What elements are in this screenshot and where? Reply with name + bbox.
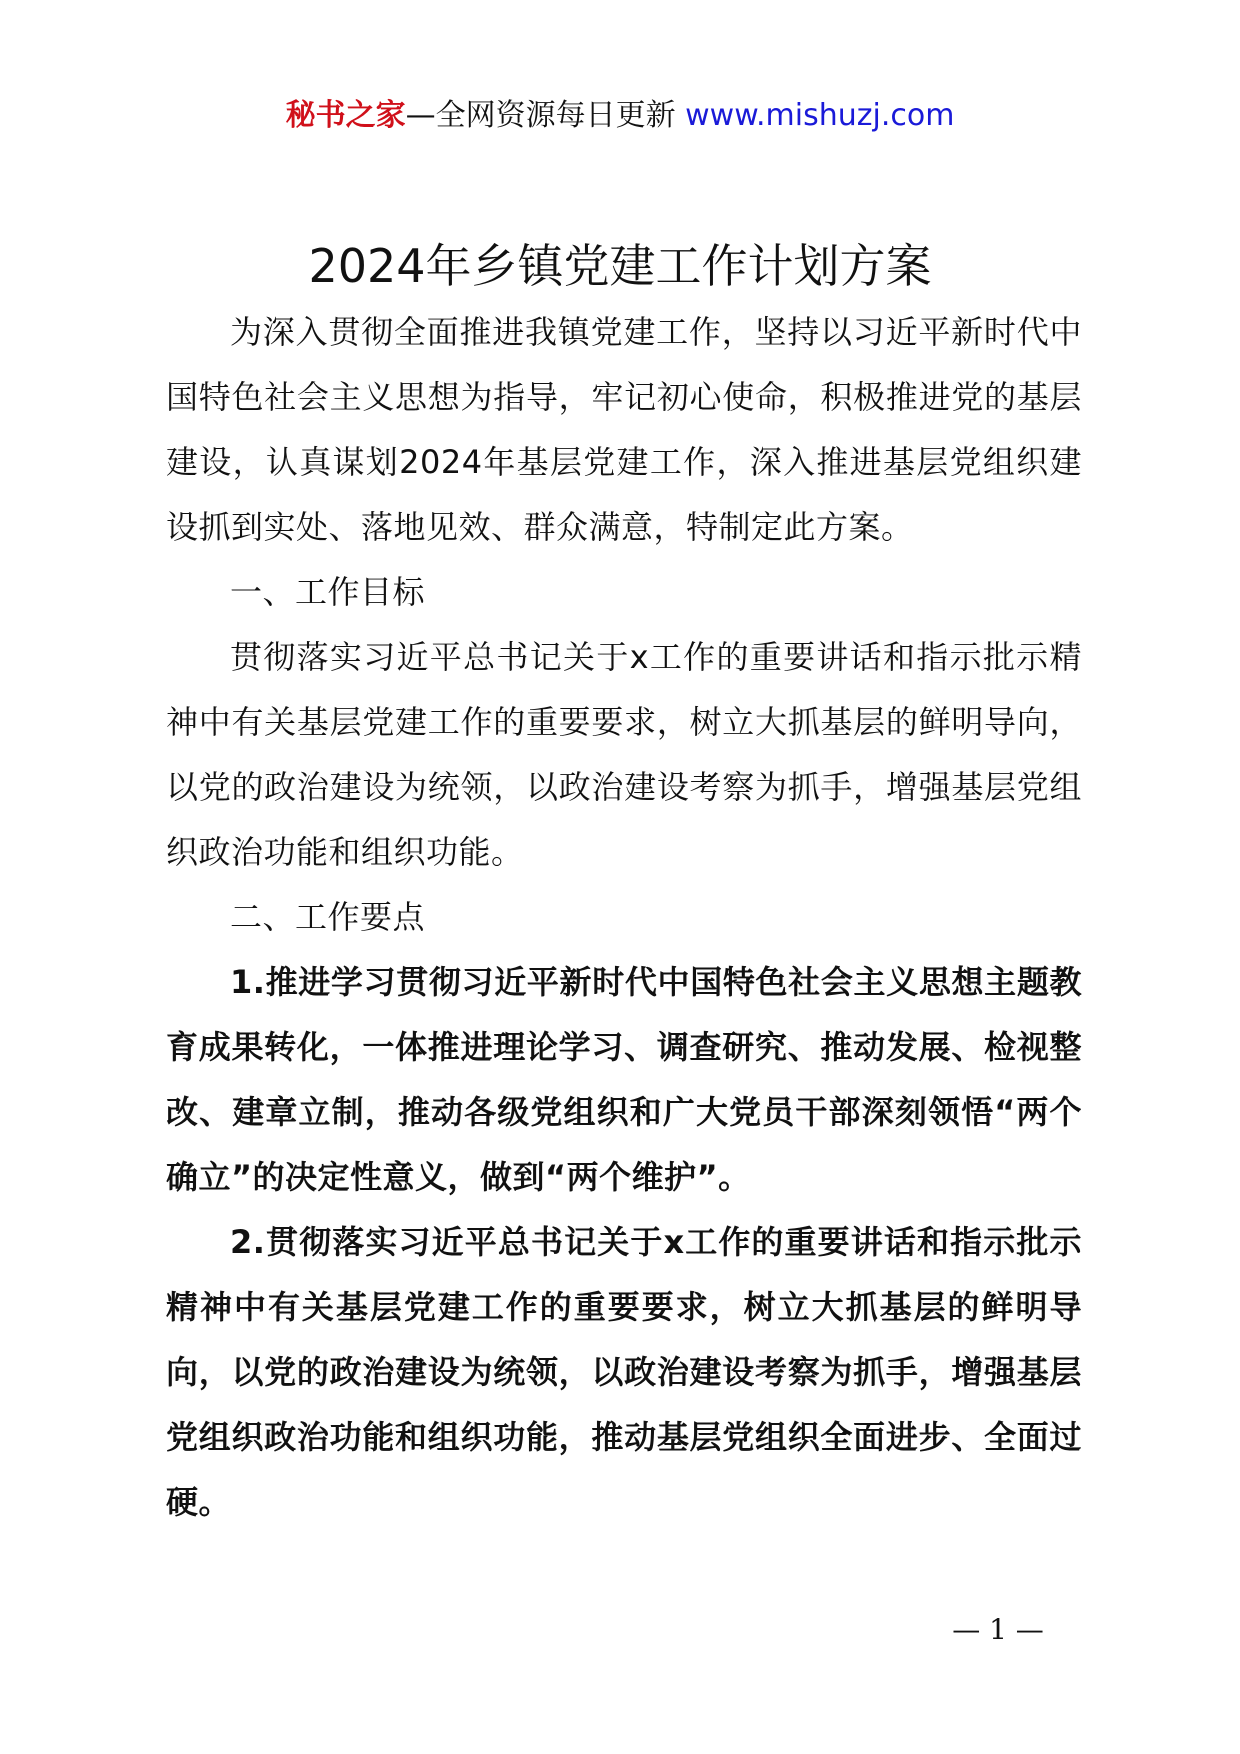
site-url-link[interactable]: www.mishuzj.com: [685, 98, 955, 133]
key-point-2: 2.贯彻落实习近平总书记关于x工作的重要讲话和指示批示精神中有关基层党建工作的重要要求，树立大抓基层的鲜明导向，以党的政治建设为统领，以政治建设考察为抓手，增强基层党组织政治功能和组织功能，推动基层党组织全面进步、全面过硬。: [166, 1223, 1082, 1521]
goals-paragraph: 贯彻落实习近平总书记关于x工作的重要讲话和指示批示精神中有关基层党建工作的重要要求，树立大抓基层的鲜明导向，以党的政治建设为统领，以政治建设考察为抓手，增强基层党组织政治功能和组织功能。: [166, 638, 1082, 871]
document-body: [166, 300, 1082, 1535]
document-title: 2024年乡镇党建工作计划方案: [308, 239, 932, 293]
section-heading-goals: 一、工作目标: [230, 573, 426, 611]
section-heading-key-points: 二、工作要点: [230, 898, 426, 936]
key-point-1: 1.推进学习贯彻习近平新时代中国特色社会主义思想主题教育成果转化，一体推进理论学习、调查研究、推动发展、检视整改、建章立制，推动各级党组织和广大党员干部深刻领悟“两个确立”的决定性意义，做到“两个维护”。: [166, 963, 1082, 1196]
site-brand: 秘书之家: [285, 98, 406, 133]
intro-paragraph: 为深入贯彻全面推进我镇党建工作，坚持以习近平新时代中国特色社会主义思想为指导，牢记初心使命，积极推进党的基层建设，认真谋划2024年基层党建工作，深入推进基层党组织建设抓到实处、落地见效、群众满意，特制定此方案。: [166, 313, 1082, 546]
site-header: [0, 96, 1240, 136]
site-slogan: —全网资源每日更新: [405, 98, 676, 133]
page-number: — 1 —: [952, 1613, 1044, 1646]
